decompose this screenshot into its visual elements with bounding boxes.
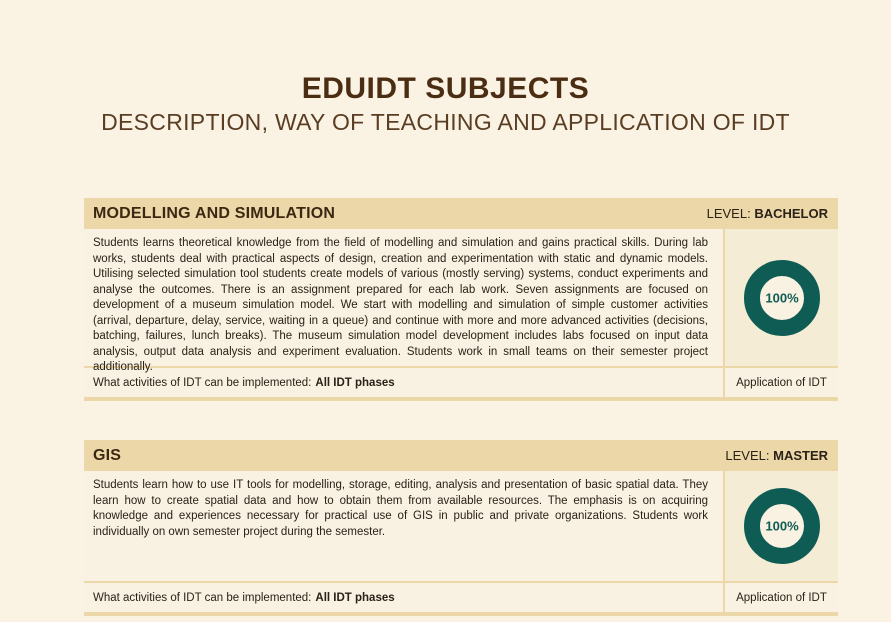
subject-card-modelling bbox=[84, 198, 838, 401]
application-label: Application of IDT bbox=[736, 376, 827, 389]
level-indicator bbox=[707, 206, 828, 221]
subject-description: Students learn how to use IT tools for modelling, storage, editing, analysis and presentation of basic spatial data. They learn how to create spatial data and how to obtain them from available resources. The emphasis is on acquiring knowledge and experiences necessary for practical use of GIS in public and private organizations. Students work individually on own semester project during the semester. bbox=[84, 471, 725, 581]
activities-value: All IDT phases bbox=[315, 591, 395, 604]
gauge-label: 100% bbox=[764, 290, 799, 305]
progress-gauge bbox=[725, 229, 838, 366]
application-label: Application of IDT bbox=[736, 591, 827, 604]
card-header bbox=[84, 440, 838, 471]
activities-label: What activities of IDT can be implemented: bbox=[93, 376, 312, 389]
level-label: LEVEL: bbox=[706, 206, 751, 221]
subject-card-gis bbox=[84, 440, 838, 616]
progress-gauge bbox=[725, 471, 838, 581]
level-indicator bbox=[725, 448, 828, 463]
activities-row bbox=[84, 368, 725, 397]
activities-value: All IDT phases bbox=[315, 376, 395, 389]
activities-row bbox=[84, 583, 725, 612]
subject-description: Students learns theoretical knowledge from the field of modelling and simulation and gains practical skills. During lab works, students deal with practical aspects of design, creation and experimentation with static and dynamic models. Utilising selected simulation tool students create models of various (mostly serving) systems, conduct experiments and analyse the outcomes. There is an assignment prepared for each lab work. Seven assignments are focused on development of a museum simulation model. We start with modelling and simulation of simple customer activities (arrival, departure, delay, service, waiting in a queue) and continue with more and more advanced activities (decisions, batching, failures, lunch breaks). The museum simulation model development includes labs focused on input data analysis, output data analysis and experiment evaluation. Students work in small teams on their semester project additionally. bbox=[84, 229, 725, 366]
card-footer bbox=[84, 368, 838, 401]
gauge-label: 100% bbox=[764, 518, 799, 534]
card-footer bbox=[84, 583, 838, 616]
level-label: LEVEL: bbox=[725, 448, 770, 463]
page-subtitle: DESCRIPTION, WAY OF TEACHING AND APPLICATION OF IDT bbox=[101, 109, 790, 135]
page-title: EDUIDT SUBJECTS bbox=[301, 72, 590, 105]
card-header bbox=[84, 198, 838, 229]
gauge-ring bbox=[742, 486, 822, 566]
level-value: MASTER bbox=[773, 448, 828, 463]
activities-label: What activities of IDT can be implemented: bbox=[93, 591, 312, 604]
level-value: BACHELOR bbox=[754, 206, 828, 221]
subject-title: MODELLING AND SIMULATION bbox=[93, 204, 336, 222]
gauge-ring bbox=[742, 258, 822, 338]
subject-title: GIS bbox=[93, 446, 122, 464]
